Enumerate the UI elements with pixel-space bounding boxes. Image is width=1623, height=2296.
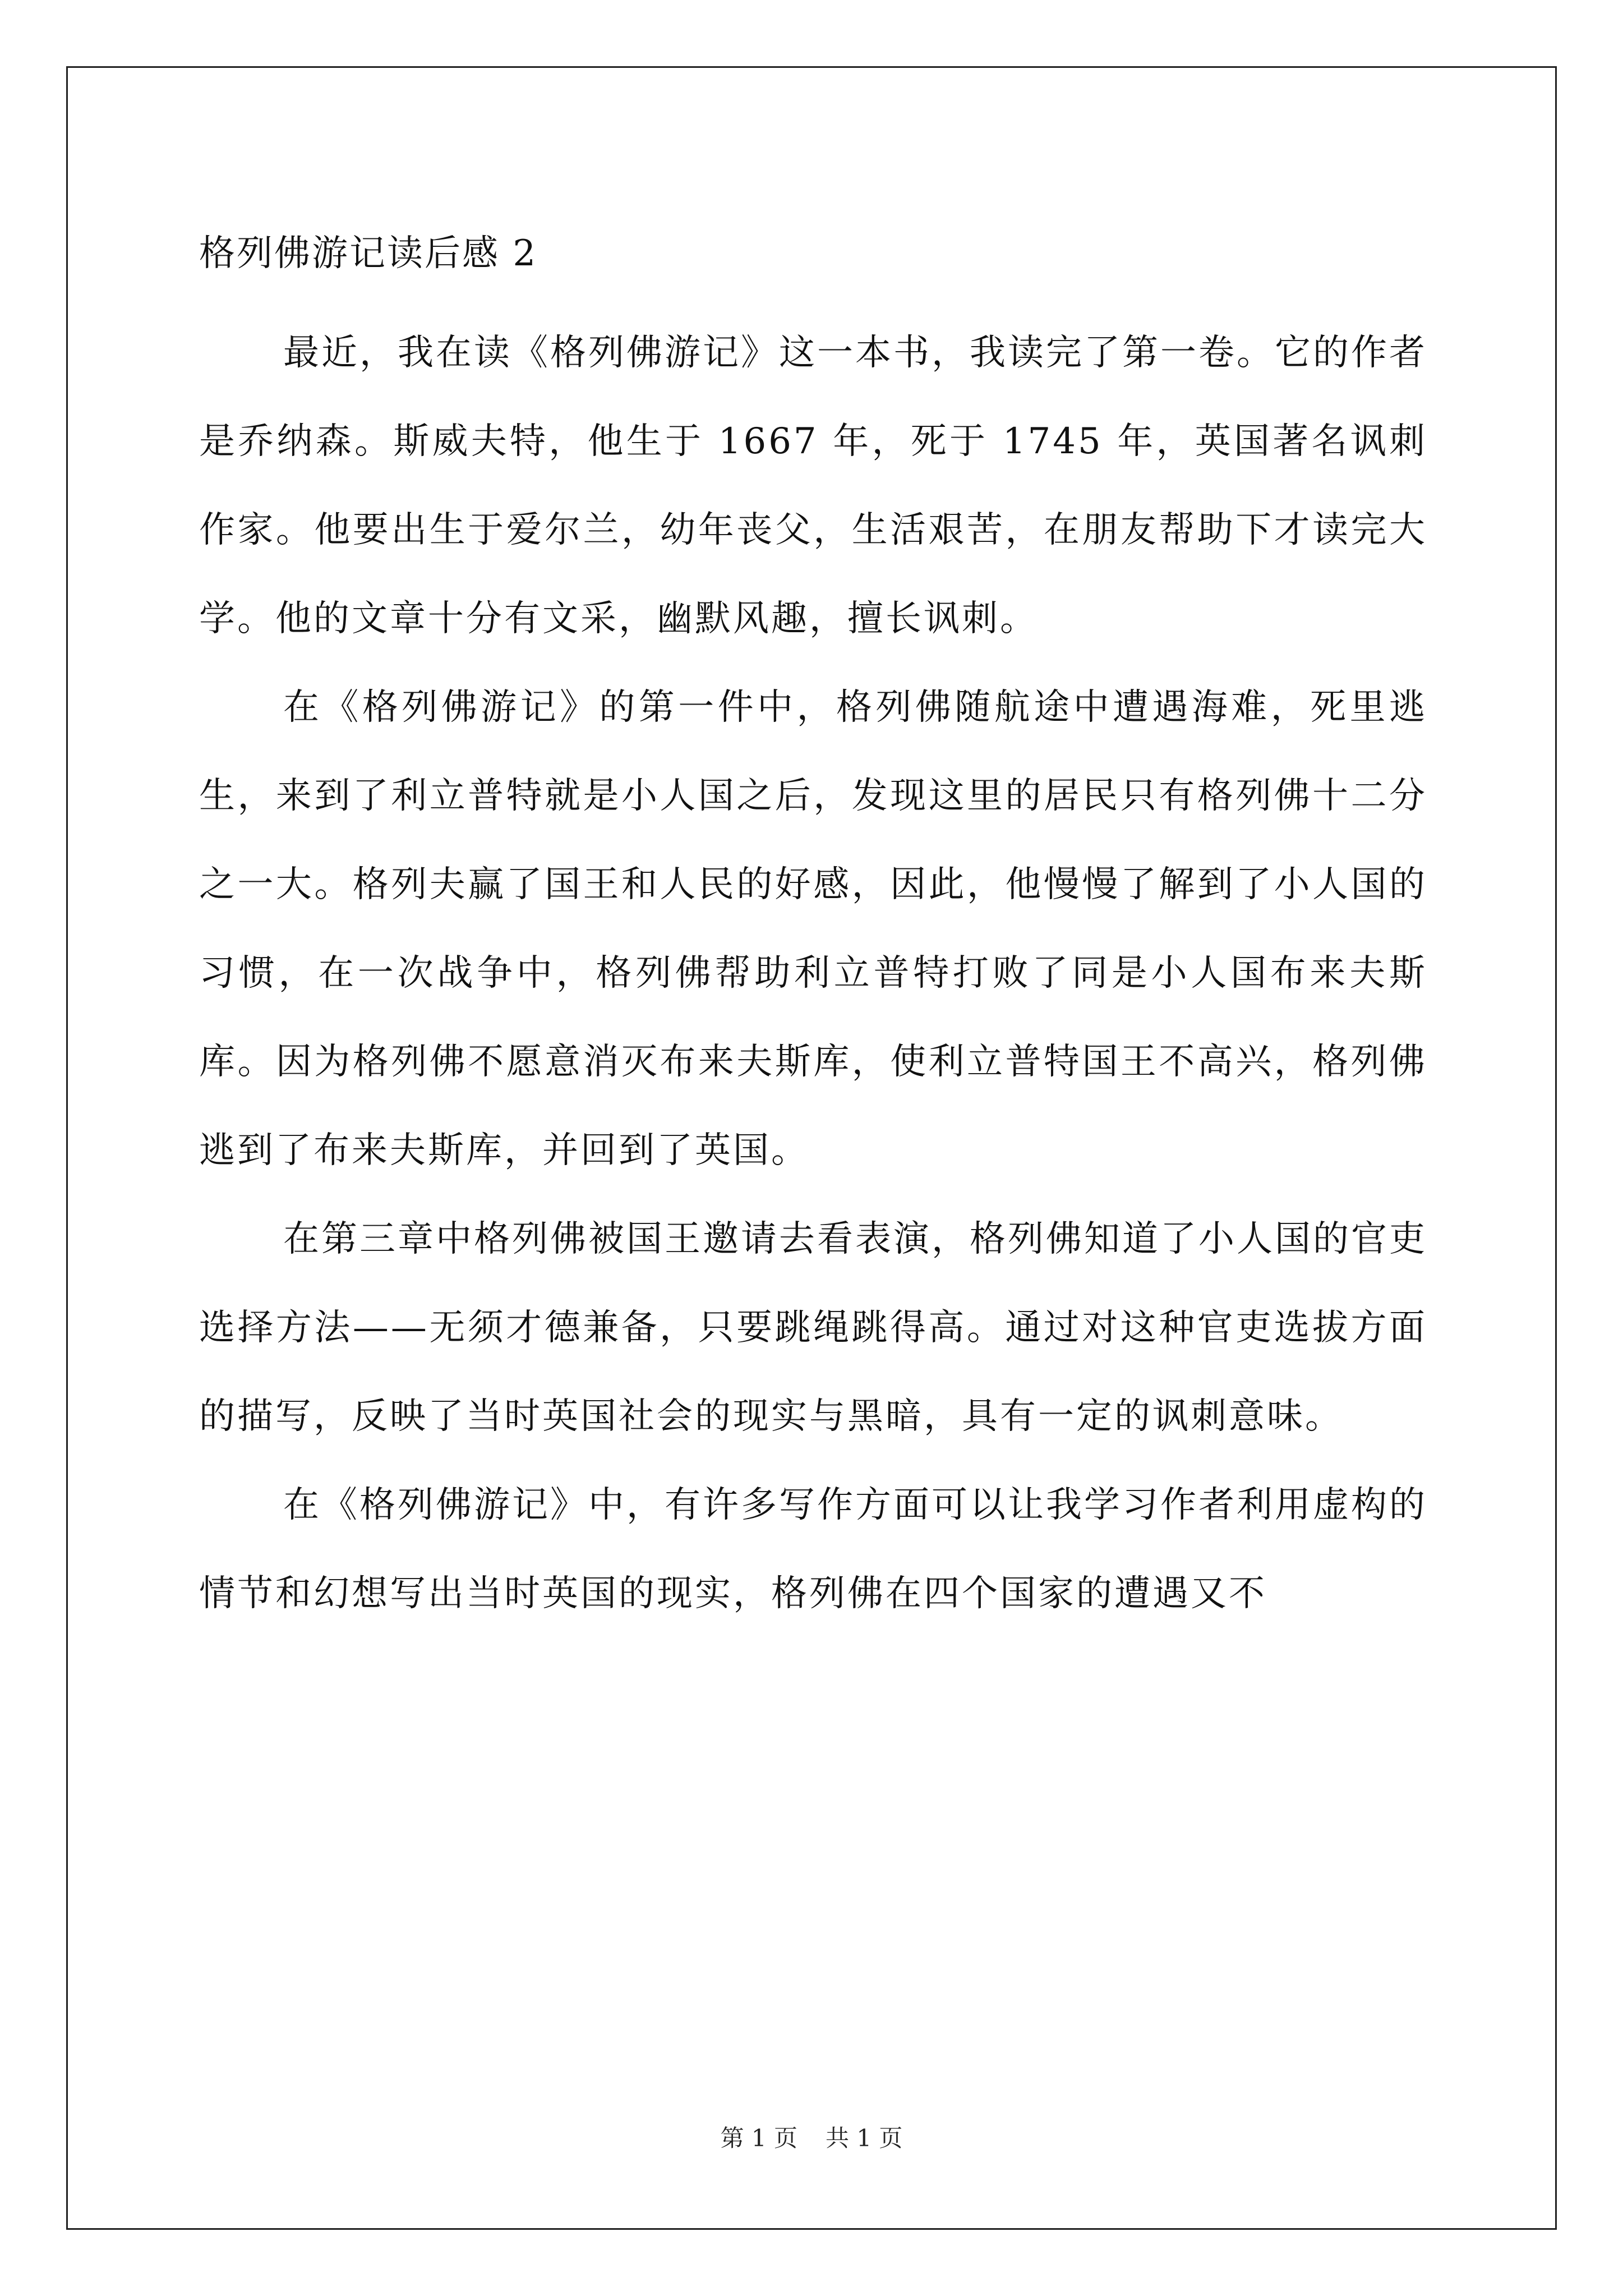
page-footer bbox=[0, 2122, 1623, 2155]
paragraph: 在《格列佛游记》的第一件中，格列佛随航途中遭遇海难，死里逃生，来到了利立普特就是小人国之后，发现这里的居民只有格列佛十二分之一大。格列夫赢了国王和人民的好感，因此，他慢慢了解到了小人国的习惯，在一次战争中，格列佛帮助利立普特打败了同是小人国布来夫斯库。因为格列佛不愿意消灭布来夫斯库，使利立普特国王不高兴，格列佛逃到了布来夫斯库，并回到了英国。 bbox=[199, 687, 1427, 1171]
paragraph: 在第三章中格列佛被国王邀请去看表演，格列佛知道了小人国的官吏选择方法——无须才德兼备，只要跳绳跳得高。通过对这种官吏选拔方面的描写，反映了当时英国社会的现实与黑暗，具有一定的讽刺意味。 bbox=[199, 1218, 1427, 1437]
page-total: 共 1 页 bbox=[826, 2124, 903, 2152]
document-body bbox=[199, 220, 1427, 1638]
document-title: 格列佛游记读后感 2 bbox=[199, 233, 538, 274]
paragraph: 最近，我在读《格列佛游记》这一本书，我读完了第一卷。它的作者是乔纳森。斯威夫特，他生于 1667 年，死于 1745 年，英国著名讽刺作家。他要出生于爱尔兰，幼年丧父，生活艰苦，在朋友帮助下才读完大学。他的文章十分有文采，幽默风趣，擅长讽刺。 bbox=[199, 332, 1427, 639]
paragraph: 在《格列佛游记》中，有许多写作方面可以让我学习作者利用虚构的情节和幻想写出当时英国的现实，格列佛在四个国家的遭遇又不 bbox=[199, 1484, 1427, 1614]
page-number: 第 1 页 bbox=[720, 2124, 797, 2152]
